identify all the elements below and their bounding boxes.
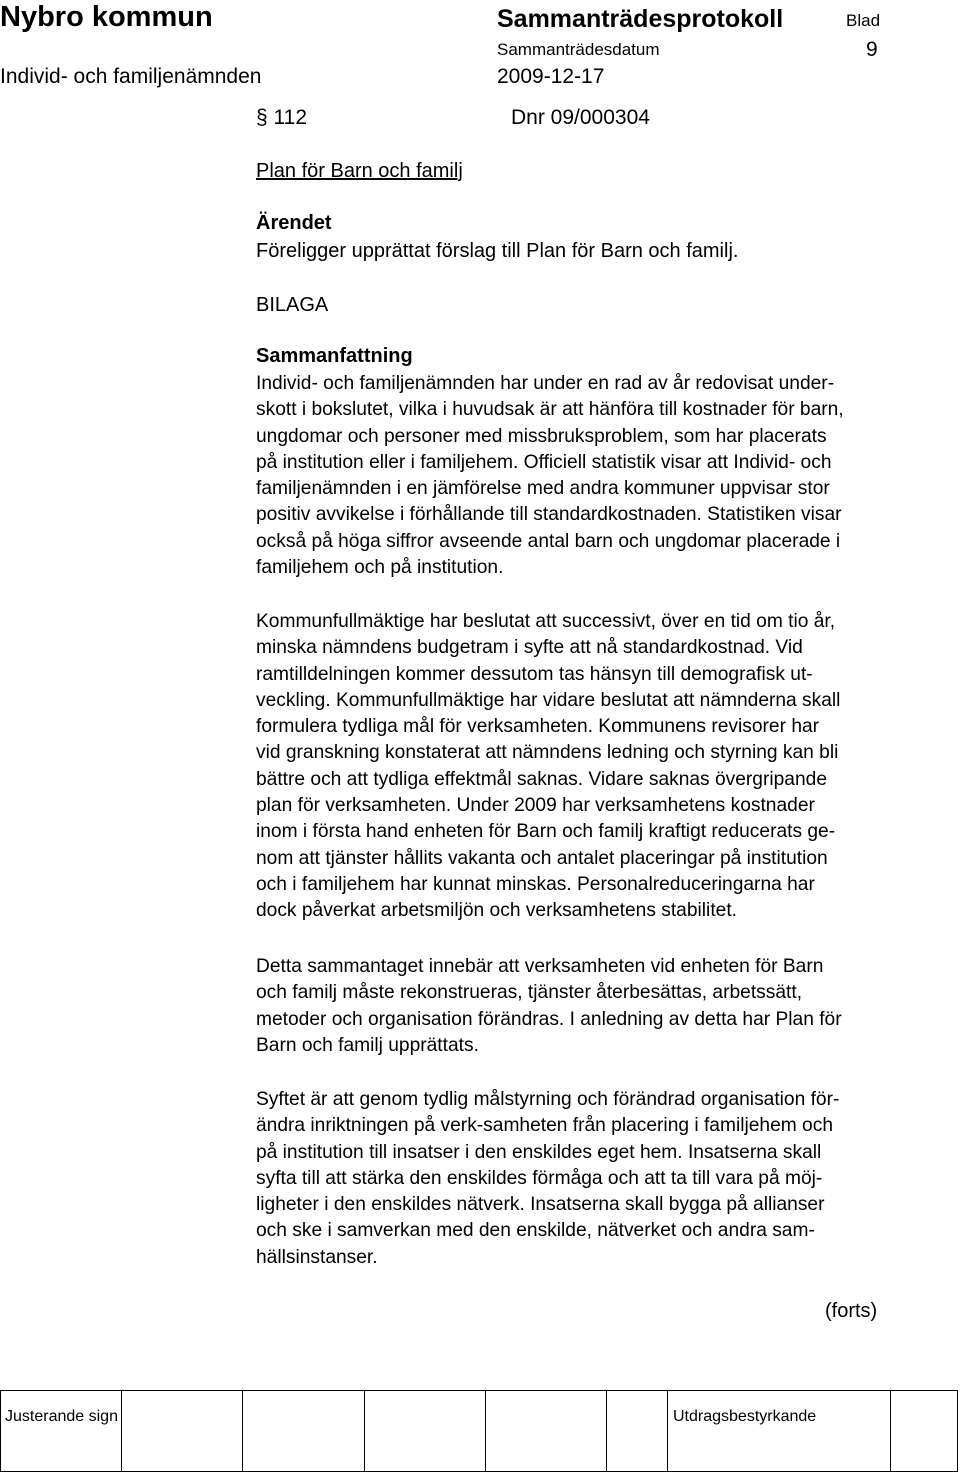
text-line: ligheter i den enskildes nätverk. Insatserna skall bygga på allianser (256, 1194, 825, 1216)
text-line: ungdomar och personer med missbruksproblem, som har placerats (256, 425, 827, 447)
summary-paragraph-3 (256, 954, 958, 1059)
signature-cell (607, 1391, 668, 1471)
text-line: Barn och familj upprättats. (256, 1034, 479, 1056)
text-line: veckling. Kommunfullmäktige har vidare beslutat att nämnderna skall (256, 689, 841, 711)
text-line: metoder och organisation förändras. I anledning av detta har Plan för (256, 1008, 842, 1030)
summary-paragraph-2 (256, 609, 958, 925)
text-line: skott i bokslutet, vilka i huvudsak är att hänföra till kostnader för barn, (256, 399, 844, 421)
diary-number: Dnr 09/000304 (511, 106, 650, 129)
text-line: hällsinstanser. (256, 1246, 378, 1268)
errand-heading: Ärendet (256, 212, 332, 234)
text-line: vid granskning konstaterat att nämndens ledning och styrning kan bli (256, 742, 839, 764)
continued-note: (forts) (825, 1300, 878, 1322)
text-line: och familj måste rekonstrueras, tjänster återbesättas, arbetssätt, (256, 982, 803, 1004)
text-line: Detta sammantaget innebär att verksamheten vid enheten för Barn (256, 956, 824, 977)
text-line: Individ- och familjenämnden har under en rad av år redovisat under- (256, 373, 835, 394)
text-line: syfta till att stärka den enskildes förmåga och att ta till vara på möj- (256, 1167, 823, 1189)
signature-cell (486, 1391, 607, 1471)
errand-text: Föreligger upprättat förslag till Plan för Barn och familj. (256, 240, 739, 262)
summary-paragraph-4 (256, 1087, 958, 1271)
text-line: familjehem och på institution. (256, 557, 504, 579)
municipality-name: Nybro kommun (0, 1, 213, 33)
adjusting-sign-label: Justerande sign (5, 1408, 118, 1425)
text-line: också på höga siffror avseende antal barn och ungdomar placerade i (256, 530, 841, 552)
text-line: ändra inriktningen på verk-samheten från placering i familjehem och (256, 1115, 833, 1137)
text-line: Kommunfullmäktige har beslutat att successivt, över en tid om tio år, (256, 611, 836, 632)
text-line: familjenämnden i en jämförelse med andra kommuner uppvisar stor (256, 478, 830, 500)
text-line: nom att tjänster hållits vakanta och antalet placeringar på institution (256, 847, 828, 869)
meeting-date-label: Sammanträdesdatum (497, 40, 660, 59)
sheet-number: 9 (866, 38, 878, 61)
section-number: § 112 (256, 106, 307, 129)
signature-cell (243, 1391, 365, 1471)
text-line: ramtilldelningen kommer dessutom tas hänsyn till demografisk ut- (256, 663, 813, 685)
signature-box (0, 1390, 958, 1472)
summary-paragraph-1 (256, 371, 958, 581)
case-title: Plan för Barn och familj (256, 160, 463, 182)
text-line: bättre och att tydliga effektmål saknas. Vidare saknas övergripande (256, 768, 827, 790)
text-line: formulera tydliga mål för verksamheten. Kommunens revisorer har (256, 716, 820, 738)
text-line: och i familjehem har kunnat minskas. Personalreduceringarna har (256, 873, 815, 895)
signature-cell (122, 1391, 243, 1471)
extract-certification-label: Utdragsbestyrkande (673, 1408, 817, 1425)
extract-cell (668, 1391, 891, 1471)
attachment-label: BILAGA (256, 294, 329, 316)
meeting-date: 2009-12-17 (497, 65, 605, 88)
committee-name: Individ- och familjenämnden (0, 65, 262, 88)
text-line: på institution eller i familjehem. Officiell statistik visar att Individ- och (256, 451, 832, 473)
text-line: positiv avvikelse i förhållande till standardkostnaden. Statistiken visar (256, 504, 842, 526)
signature-cell (1, 1391, 122, 1471)
document-type: Sammanträdesprotokoll (497, 5, 784, 33)
signature-cell (365, 1391, 486, 1471)
text-line: och ske i samverkan med den enskilde, nätverket och andra sam- (256, 1220, 815, 1242)
summary-heading: Sammanfattning (256, 345, 413, 367)
text-line: minska nämndens budgetram i syfte att nå standardkostnad. Vid (256, 637, 803, 659)
text-line: Syftet är att genom tydlig målstyrning och förändrad organisation för- (256, 1089, 840, 1110)
sheet-label: Blad (846, 11, 881, 30)
text-line: dock påverkat arbetsmiljön och verksamhetens stabilitet. (256, 900, 737, 922)
text-line: inom i första hand enheten för Barn och familj kraftigt reducerats ge- (256, 821, 836, 843)
text-line: plan för verksamheten. Under 2009 har verksamhetens kostnader (256, 795, 815, 817)
text-line: på institution till insatser i den enskildes eget hem. Insatserna skall (256, 1141, 822, 1163)
